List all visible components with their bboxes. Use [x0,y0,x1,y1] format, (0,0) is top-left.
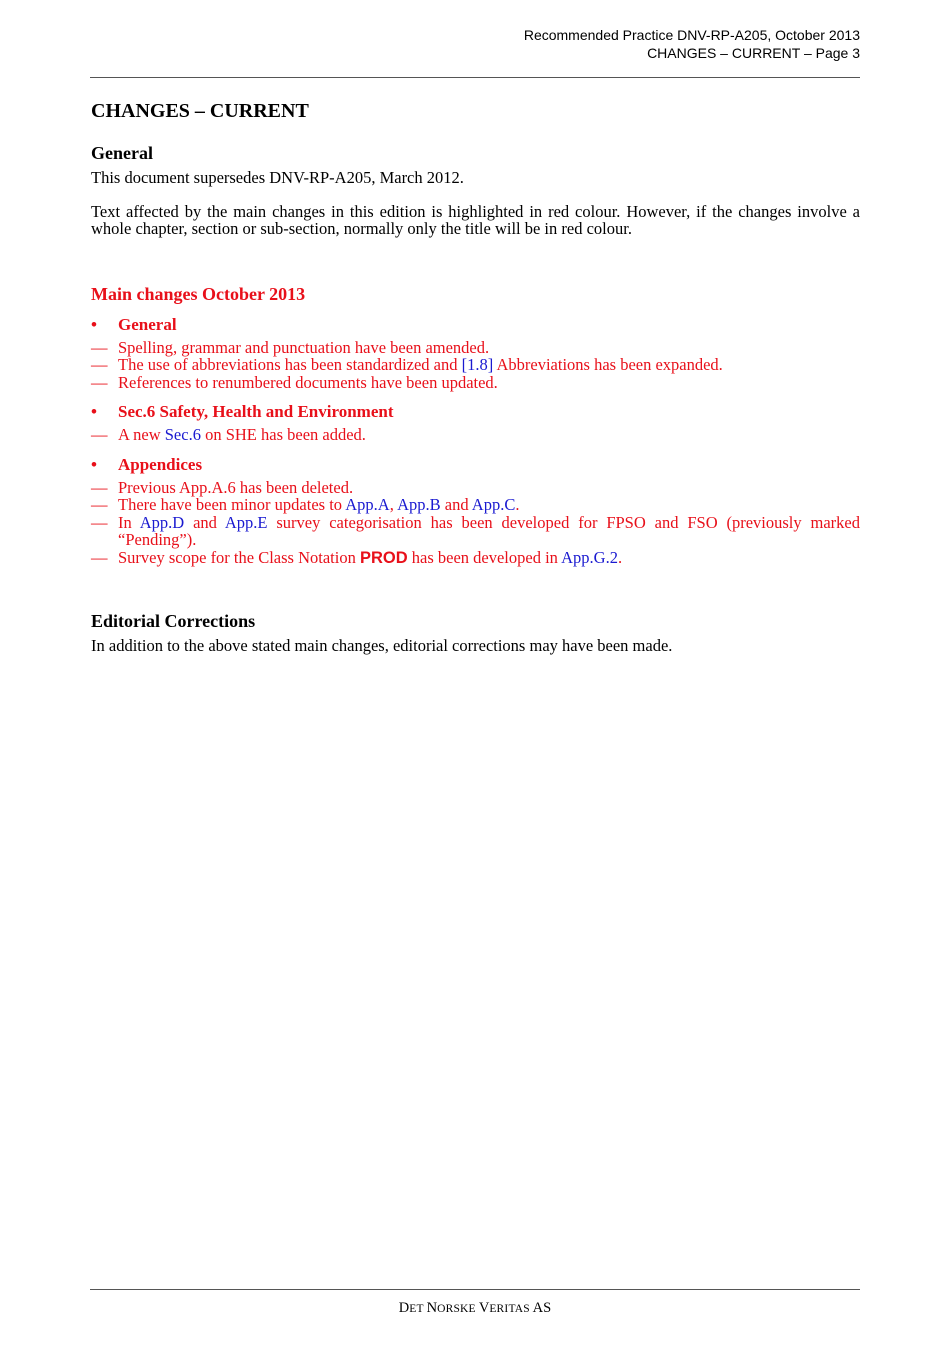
list-item [91,356,860,374]
main-changes-heading: Main changes October 2013 [91,283,306,304]
text-fragment: In [118,512,140,532]
link-sec6[interactable]: Sec.6 [164,425,201,444]
page-header [524,26,860,62]
dash-mark: — [91,425,108,444]
dash-mark: — [91,477,108,497]
list-item-text: Previous App.A.6 has been deleted. [118,477,354,497]
editorial-paragraph: In addition to the above stated main changes, editorial corrections may have been made. [91,636,673,655]
header-document-id: Recommended Practice DNV-RP-A205, October 2013 [523,27,860,43]
list-item [91,339,860,357]
list-item-text: References to renumbered documents have been updated. [118,372,498,392]
page-title: CHANGES – CURRENT [91,100,309,122]
text-fragment: and [440,495,472,514]
bullet-appendices [91,454,860,476]
list-item-text [118,549,860,568]
list-item [91,549,860,568]
bullet-general-title: General [118,314,177,334]
list-item [91,479,860,497]
text-fragment: Survey scope for the Class Notation [118,547,360,567]
list-item [91,374,860,392]
page-body [91,98,860,655]
class-notation-prod: PROD [359,548,408,567]
general-heading: General [91,143,153,163]
dash-mark: — [91,547,108,567]
list-item-text [118,514,860,549]
footer-text: ORSKE [437,1303,479,1315]
text-fragment: survey categorisation has been developed for FPSO and FSO (previously marked “Pending”). [118,512,860,549]
dash-mark: — [91,337,108,357]
link-app-b[interactable]: App.B [397,495,441,514]
footer-text: AS [529,1300,552,1316]
dash-mark: — [91,512,108,532]
bullet-general [91,314,860,336]
list-item-text [118,496,860,514]
text-fragment: , [389,495,398,514]
dash-mark: — [91,372,108,392]
footer-text: V [478,1300,490,1316]
sec6-changes-list [91,426,860,444]
link-app-d[interactable]: App.D [139,512,185,532]
bullet-mark: • [91,402,97,421]
bullet-appendices-title: Appendices [118,454,203,474]
list-item-text [118,426,860,444]
list-item [91,426,860,444]
text-fragment: and [184,512,225,532]
list-item-text [118,356,860,374]
editorial-heading: Editorial Corrections [91,611,256,631]
header-rule [90,77,860,78]
text-fragment: The use of abbreviations has been standardized and [118,355,462,374]
link-app-c[interactable]: App.C [471,495,516,514]
list-item [91,496,860,514]
text-fragment: Abbreviations has been expanded. [493,355,723,374]
text-fragment: has been developed in [407,547,562,567]
list-item [91,514,860,549]
text-fragment: . [617,547,623,567]
footer-text: N [426,1300,438,1316]
bullet-sec6-title: Sec.6 Safety, Health and Environment [118,402,394,421]
general-changes-list [91,339,860,392]
text-fragment: A new [118,425,165,444]
link-app-e[interactable]: App.E [224,512,268,532]
appendices-changes-list [91,479,860,568]
general-paragraph-2: Text affected by the main changes in this edition is highlighted in red colour. However, if the changes involve a whole chapter, section or sub-section, normally only the title will be in red colour. [91,201,860,238]
bullet-mark: • [91,454,97,474]
dash-mark: — [91,495,108,514]
bullet-mark: • [91,314,97,334]
footer-text: ET [409,1303,427,1315]
general-paragraph-1: This document supersedes DNV-RP-A205, March 2012. [91,168,464,187]
link-app-g2[interactable]: App.G.2 [561,547,618,567]
footer-text: D [398,1300,410,1316]
bullet-sec6 [91,401,860,423]
footer-rule [90,1289,860,1290]
footer-text: ERITAS [489,1303,530,1315]
text-fragment: There have been minor updates to [118,495,346,514]
dash-mark: — [91,355,108,374]
text-fragment: . [515,495,520,514]
header-page-info: CHANGES – CURRENT – Page 3 [647,45,860,61]
link-abbreviations[interactable]: [1.8] [461,355,494,374]
link-app-a[interactable]: App.A [345,495,390,514]
text-fragment: on SHE has been added. [200,425,366,444]
page-footer [0,1300,950,1317]
list-item-text: Spelling, grammar and punctuation have been amended. [118,337,490,357]
